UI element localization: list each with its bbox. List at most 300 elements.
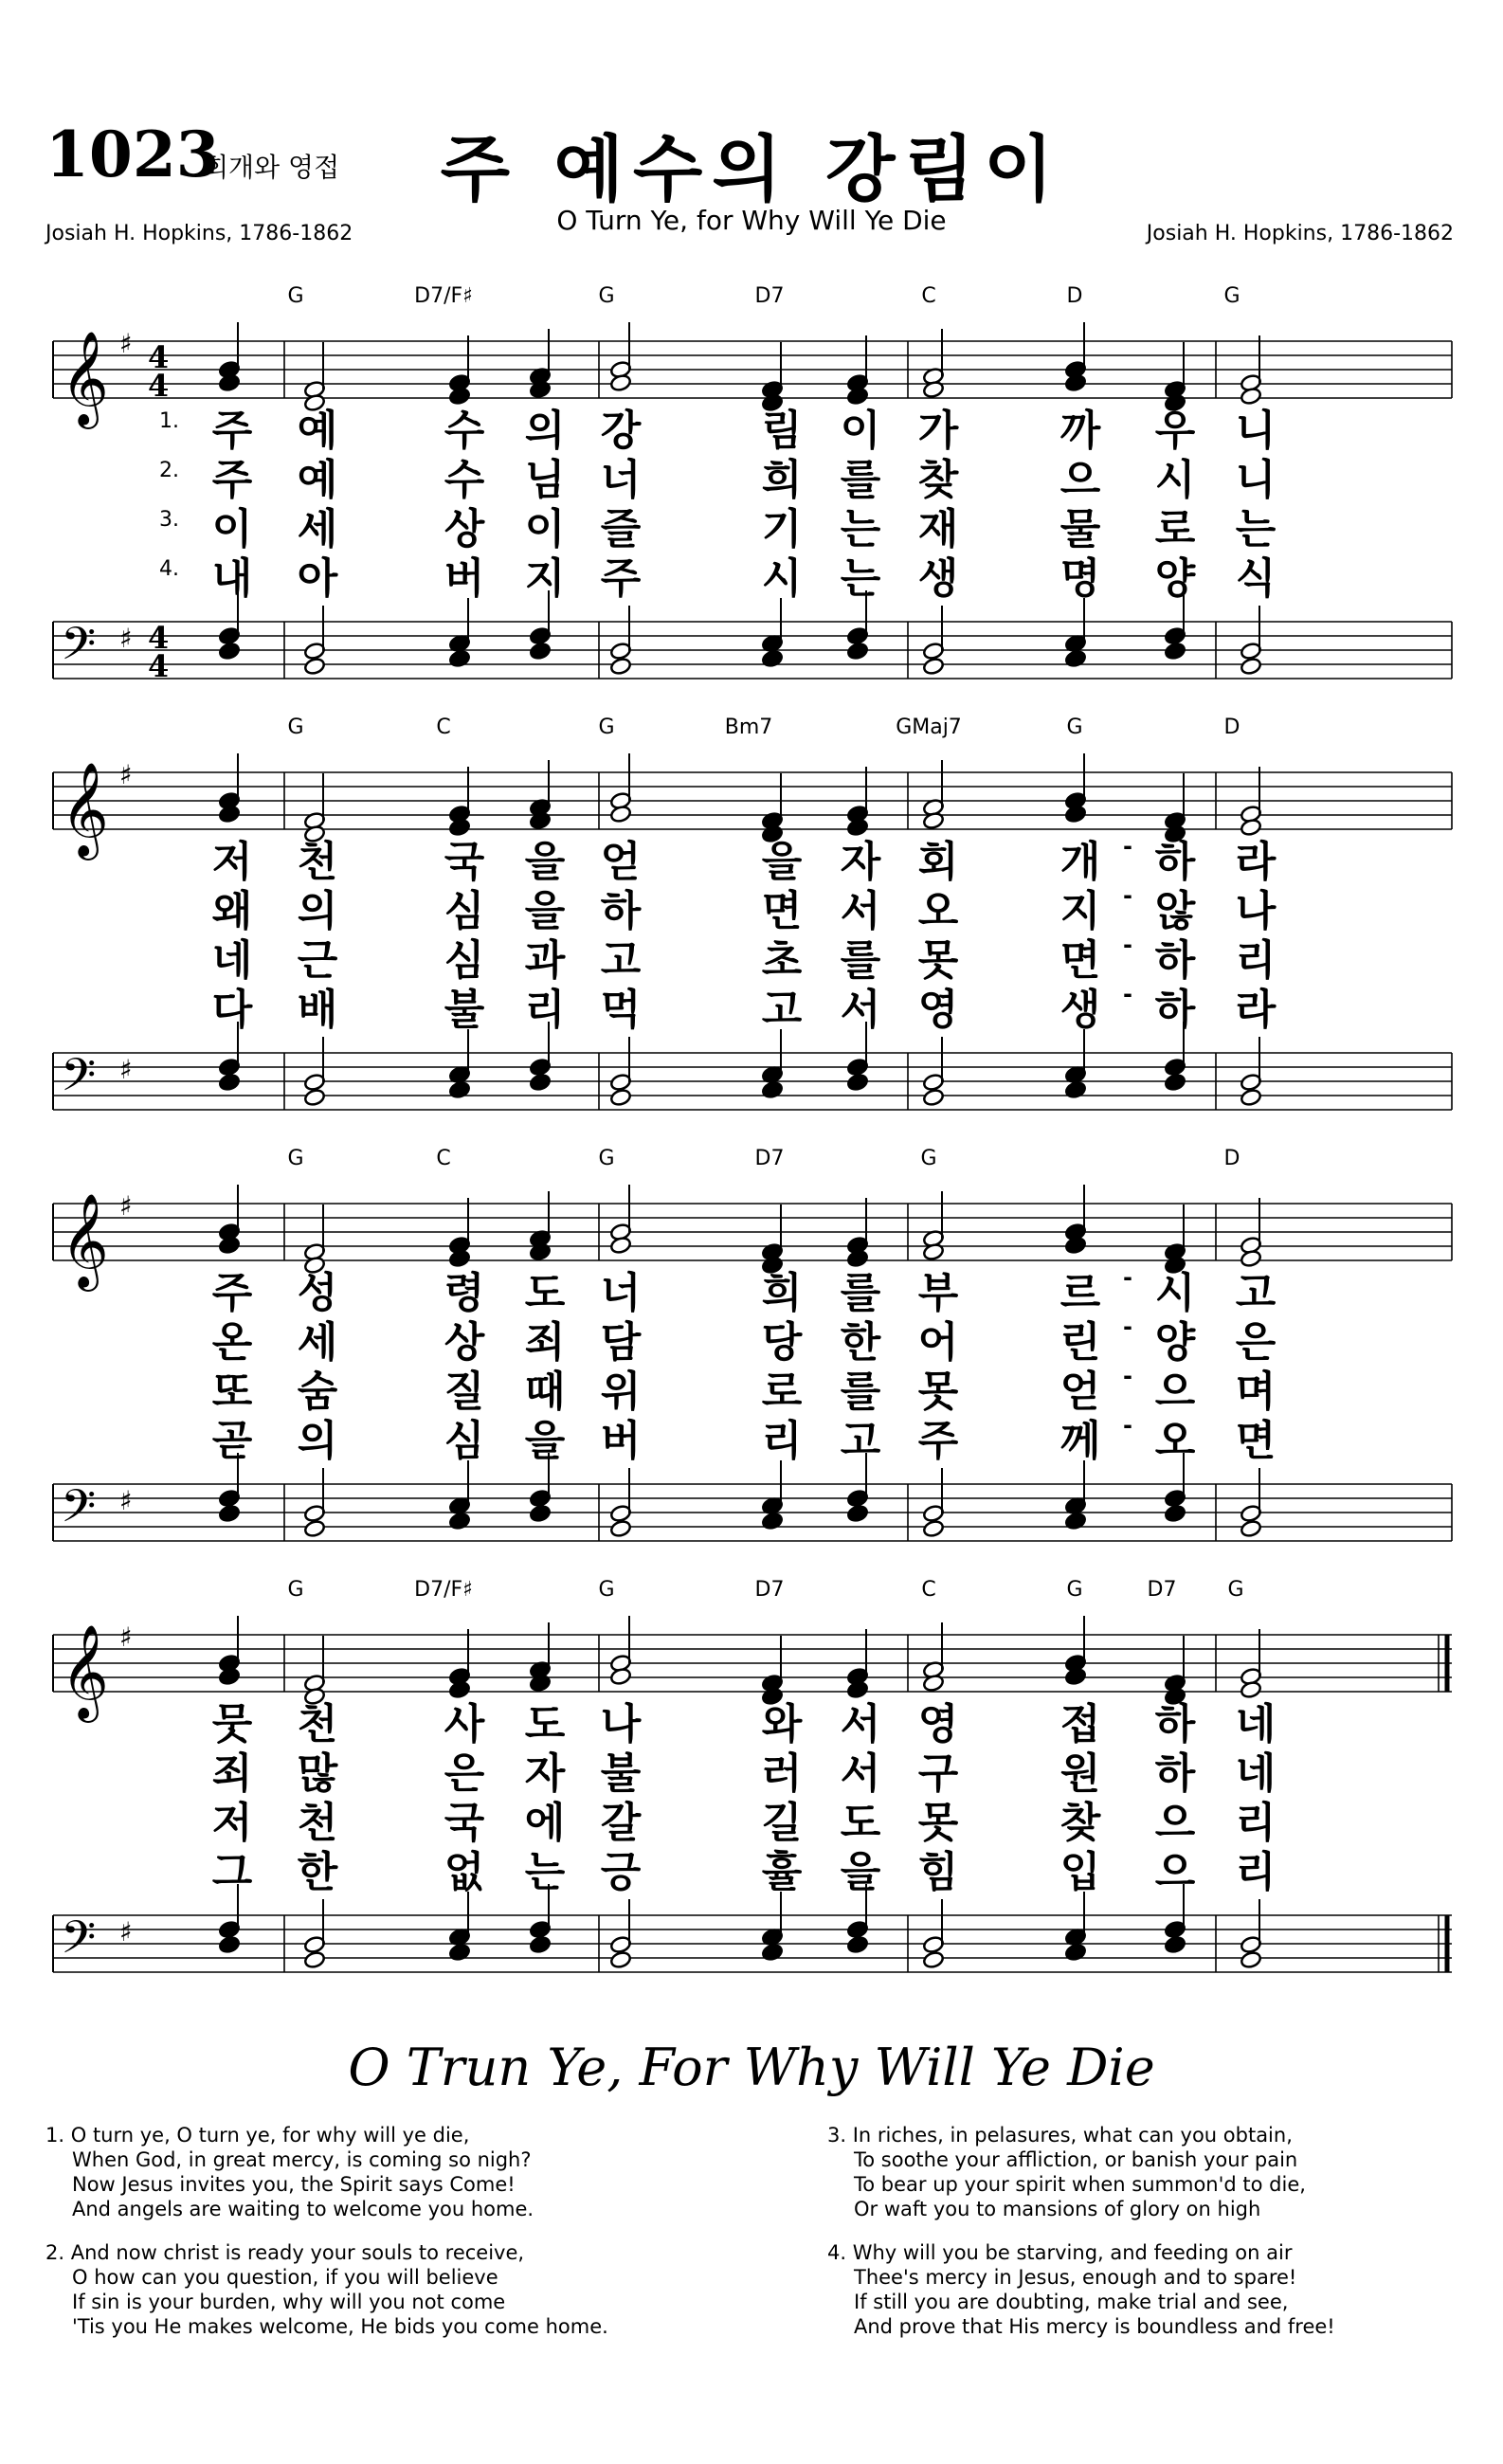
lyric-syllable: 자	[840, 838, 881, 886]
lyric-syllable: 재	[917, 505, 959, 553]
chord-symbol: G	[287, 716, 304, 739]
stanza-line: 'Tis you He makes welcome, He bids you come home.	[72, 2315, 608, 2338]
key-signature-sharp-icon: ♯	[119, 1485, 133, 1516]
chord-symbol: G	[598, 284, 615, 308]
lyric-syllable: 불	[600, 1749, 642, 1798]
lyric-syllable: 과	[524, 936, 566, 985]
note-head	[529, 1935, 552, 1954]
chord-symbol: G	[1066, 1578, 1083, 1602]
note-head	[761, 649, 784, 668]
chord-symbol: D7	[754, 1147, 785, 1170]
lyric-syllable: 령	[444, 1269, 485, 1317]
note-head	[922, 1950, 945, 1969]
note-head	[218, 805, 241, 824]
lyric-syllable: 내	[211, 554, 253, 603]
english-stanza-2	[45, 2240, 608, 2339]
lyric-syllable: 입	[1059, 1848, 1101, 1896]
stanza-number: 2.	[45, 2241, 65, 2264]
chord-symbol: C	[921, 284, 936, 308]
system-4	[0, 1578, 1503, 1976]
lyric-syllable: 심	[444, 1417, 485, 1465]
lyric-syllable: 네	[211, 936, 253, 985]
lyric-syllable: 서	[840, 1749, 881, 1798]
lyric-syllable: 나	[1235, 887, 1277, 935]
lyric-syllable: 도	[840, 1799, 881, 1847]
note-head	[922, 1088, 945, 1107]
note-head	[1064, 1667, 1087, 1686]
lyric-syllable: 리	[524, 986, 566, 1034]
lyric-syllable: 못	[917, 1368, 959, 1416]
lyric-syllable: 하	[1154, 1700, 1196, 1748]
lyric-syllable: 영	[917, 1700, 959, 1748]
note-head	[761, 1080, 784, 1099]
lyric-syllable: 하	[1154, 936, 1196, 985]
lyric-syllable: 네	[1235, 1700, 1277, 1748]
chord-symbol: G	[920, 1147, 937, 1170]
lyric-syllable: 의	[297, 887, 338, 935]
lyric-syllable: 는	[840, 505, 881, 553]
chord-symbol: D	[1223, 716, 1240, 739]
lyric-syllable: 자	[524, 1749, 566, 1798]
lyric-syllable: 초	[761, 936, 803, 985]
note-head	[218, 642, 241, 661]
note-head	[609, 1519, 632, 1538]
lyric-syllable: 을	[840, 1848, 881, 1896]
lyric-syllable: 는	[840, 554, 881, 603]
lyric-syllable: 나	[600, 1700, 642, 1748]
lyric-syllable: 천	[297, 838, 338, 886]
lyric-syllable: 때	[524, 1368, 566, 1416]
lyric-syllable: 린	[1059, 1318, 1101, 1367]
lyric-syllable: 시	[1154, 1269, 1196, 1317]
lyric-syllable: 면	[1235, 1417, 1277, 1465]
lyric-syllable: 고	[840, 1417, 881, 1465]
title-english: O Turn Ye, for Why Will Ye Die	[556, 205, 947, 236]
note-head	[1064, 1943, 1087, 1962]
note-head	[218, 373, 241, 392]
chord-symbol: C	[436, 716, 451, 739]
lyric-syllable: 힘	[917, 1848, 959, 1896]
lyric-syllable: 고	[600, 936, 642, 985]
lyric-syllable: 식	[1235, 554, 1277, 603]
note-head	[609, 373, 632, 392]
chord-symbol: D7	[1147, 1578, 1177, 1602]
lyric-syllable: 긍	[600, 1848, 642, 1896]
note-head	[1164, 642, 1186, 661]
lyric-syllable: 라	[1235, 986, 1277, 1034]
lyric-syllable: 고	[1235, 1269, 1277, 1317]
note-head	[1240, 1088, 1262, 1107]
lyric-syllable: 않	[1154, 887, 1196, 935]
note-head	[761, 1512, 784, 1531]
lyric-syllable: 주	[600, 554, 642, 603]
lyric-syllable: 버	[600, 1417, 642, 1465]
note-head	[761, 1943, 784, 1962]
note-head	[218, 1667, 241, 1686]
bass-clef-icon: 𝄢	[61, 1479, 97, 1544]
lyric-syllable: 얻	[600, 838, 642, 886]
lyric-syllable: 영	[917, 986, 959, 1034]
lyric-syllable: 서	[840, 1700, 881, 1748]
lyric-syllable: 희	[761, 456, 803, 504]
lyric-syllable: 어	[917, 1318, 959, 1367]
lyric-syllable: 국	[444, 1799, 485, 1847]
system-3	[0, 1147, 1503, 1545]
note-head	[529, 642, 552, 661]
lyric-syllable: 의	[524, 407, 566, 455]
note-head	[303, 1088, 326, 1107]
note-head	[1064, 373, 1087, 392]
bass-clef-icon: 𝄢	[61, 617, 97, 681]
chord-symbol: D7/F♯	[414, 284, 473, 308]
lyric-syllable: 심	[444, 936, 485, 985]
treble-clef-icon: 𝄞	[61, 1193, 109, 1288]
english-title: O Trun Ye, For Why Will Ye Die	[348, 2038, 1155, 2097]
lyric-syllable: 지	[1059, 887, 1101, 935]
lyric-syllable: 께	[1059, 1417, 1101, 1465]
lyric-syllable: 하	[600, 887, 642, 935]
stanza-line: If sin is your burden, why will you not come	[72, 2291, 506, 2313]
lyric-syllable: 면	[1059, 936, 1101, 985]
stanza-line: To bear up your spirit when summon'd to die,	[854, 2173, 1306, 2196]
note-head	[218, 1236, 241, 1255]
english-stanza-3	[827, 2123, 1306, 2221]
note-head	[1064, 805, 1087, 824]
note-head	[448, 1512, 471, 1531]
chord-symbol: G	[1066, 716, 1083, 739]
note-head	[529, 1073, 552, 1092]
lyric-syllable: 성	[297, 1269, 338, 1317]
lyric-syllable: 다	[211, 986, 253, 1034]
lyric-syllable: 즐	[600, 505, 642, 553]
key-signature-sharp-icon: ♯	[119, 1190, 133, 1222]
note-head	[846, 642, 869, 661]
lyric-syllable: 네	[1235, 1749, 1277, 1798]
lyric-syllable: 아	[297, 554, 338, 603]
note-head	[1164, 1073, 1186, 1092]
system-1	[0, 284, 1503, 682]
lyric-syllable: 위	[600, 1368, 642, 1416]
note-head	[609, 1236, 632, 1255]
lyric-syllable: 이	[524, 505, 566, 553]
chord-symbol: G	[598, 1147, 615, 1170]
note-head	[303, 1950, 326, 1969]
lyric-syllable: -	[1123, 833, 1132, 860]
lyric-syllable: 수	[444, 456, 485, 504]
lyric-syllable: 당	[761, 1318, 803, 1367]
lyric-syllable: 을	[524, 1417, 566, 1465]
lyric-syllable: 저	[211, 1799, 253, 1847]
lyric-syllable: 오	[917, 887, 959, 935]
note-head	[609, 657, 632, 676]
stanza-line: Thee's mercy in Jesus, enough and to spare!	[854, 2266, 1297, 2289]
chord-symbol: D	[1223, 1147, 1240, 1170]
lyric-syllable: 으	[1059, 456, 1101, 504]
lyric-syllable: 생	[917, 554, 959, 603]
chord-symbol: GMaj7	[896, 716, 962, 739]
lyric-syllable: 한	[840, 1318, 881, 1367]
note-head	[448, 1080, 471, 1099]
lyric-syllable: 국	[444, 838, 485, 886]
note-head	[529, 1504, 552, 1523]
lyric-syllable: 그	[211, 1848, 253, 1896]
chord-symbol: G	[1227, 1578, 1244, 1602]
lyric-syllable: 을	[524, 838, 566, 886]
lyric-syllable: 길	[761, 1799, 803, 1847]
lyric-syllable: 주	[211, 1269, 253, 1317]
stanza-line: O how can you question, if you will believe	[72, 2266, 498, 2289]
chord-symbol: Bm7	[724, 716, 773, 739]
title-korean: 주 예수의 강림이	[440, 127, 1063, 211]
lyric-syllable: 천	[297, 1799, 338, 1847]
lyric-syllable: 양	[1154, 1318, 1196, 1367]
lyric-syllable: 은	[444, 1749, 485, 1798]
chord-symbol: C	[436, 1147, 451, 1170]
lyric-syllable: 양	[1154, 554, 1196, 603]
stanza-line: Why will you be starving, and feeding on air	[852, 2241, 1293, 2264]
lyric-syllable: 죄	[211, 1749, 253, 1798]
lyric-syllable: 지	[524, 554, 566, 603]
stanza-line: And now christ is ready your souls to receive,	[70, 2241, 525, 2264]
stanza-line: When God, in great mercy, is coming so nigh?	[72, 2148, 532, 2171]
lyric-syllable: 서	[840, 887, 881, 935]
treble-clef-icon: 𝄞	[61, 1624, 109, 1719]
lyric-syllable: 도	[524, 1269, 566, 1317]
lyric-syllable: -	[1123, 981, 1132, 1007]
lyric-syllable: 에	[524, 1799, 566, 1847]
lyric-syllable: 리	[1235, 1848, 1277, 1896]
system-2	[0, 716, 1503, 1114]
lyric-syllable: 주	[211, 407, 253, 455]
lyric-syllable: 배	[297, 986, 338, 1034]
note-head	[609, 1088, 632, 1107]
verse-number: 2.	[159, 459, 179, 482]
lyric-syllable: 로	[761, 1368, 803, 1416]
lyric-syllable: 원	[1059, 1749, 1101, 1798]
chord-symbol: D7	[754, 284, 785, 308]
note-head	[448, 1943, 471, 1962]
lyric-syllable: 라	[1235, 838, 1277, 886]
lyric-syllable: 곧	[211, 1417, 253, 1465]
stanza-number: 4.	[827, 2241, 847, 2264]
note-head	[448, 649, 471, 668]
note-head	[1240, 1950, 1262, 1969]
note-head	[1064, 649, 1087, 668]
lyric-syllable: 를	[840, 1368, 881, 1416]
lyric-syllable: 하	[1154, 986, 1196, 1034]
stanza-line: To soothe your affliction, or banish your pain	[854, 2148, 1298, 2171]
lyric-syllable: 하	[1154, 1749, 1196, 1798]
hymn-category: 회개와 영접	[203, 152, 340, 183]
lyric-syllable: 니	[1235, 407, 1277, 455]
lyric-syllable: 님	[524, 456, 566, 504]
lyric-syllable: 찾	[917, 456, 959, 504]
chord-symbol: D	[1066, 284, 1083, 308]
lyric-syllable: 부	[917, 1269, 959, 1317]
lyric-syllable: 많	[297, 1749, 338, 1798]
lyric-syllable: 회	[917, 838, 959, 886]
stanza-line: O turn ye, O turn ye, for why will ye die,	[70, 2124, 470, 2147]
lyric-syllable: 질	[444, 1368, 485, 1416]
time-signature-top: 4	[148, 620, 170, 656]
lyric-syllable: 기	[761, 505, 803, 553]
stanza-line: Now Jesus invites you, the Spirit says Come!	[72, 2173, 516, 2196]
hymn-number: 1023	[45, 118, 220, 191]
verse-number: 4.	[159, 557, 179, 581]
lyric-syllable: 얻	[1059, 1368, 1101, 1416]
note-head	[922, 1519, 945, 1538]
key-signature-sharp-icon: ♯	[119, 1622, 133, 1653]
english-stanza-4	[827, 2240, 1335, 2339]
lyric-syllable: 으	[1154, 1368, 1196, 1416]
lyric-syllable: 와	[761, 1700, 803, 1748]
lyric-syllable: 며	[1235, 1368, 1277, 1416]
lyric-syllable: 시	[1154, 456, 1196, 504]
lyric-syllable: 온	[211, 1318, 253, 1367]
note-head	[1064, 1236, 1087, 1255]
note-head	[218, 1073, 241, 1092]
time-signature-bottom: 4	[148, 648, 170, 682]
lyric-syllable: 러	[761, 1749, 803, 1798]
chord-symbol: C	[921, 1578, 936, 1602]
note-head	[609, 1950, 632, 1969]
lyric-syllable: 는	[524, 1848, 566, 1896]
lyric-syllable: 물	[1059, 505, 1101, 553]
lyric-syllable: 숨	[297, 1368, 338, 1416]
lyric-syllable: 주	[917, 1417, 959, 1465]
stanza-line: In riches, in pelasures, what can you obtain,	[852, 2124, 1293, 2147]
lyric-syllable: 불	[444, 986, 485, 1034]
chord-symbol: G	[287, 1147, 304, 1170]
chord-symbol: G	[598, 1578, 615, 1602]
lyric-syllable: 리	[1235, 1799, 1277, 1847]
lyric-syllable: 왜	[211, 887, 253, 935]
lyric-syllable: 예	[297, 407, 338, 455]
english-stanza-1	[45, 2123, 534, 2221]
lyric-syllable: 리	[1235, 936, 1277, 985]
lyric-syllable: 세	[297, 1318, 338, 1367]
lyric-syllable: 갈	[600, 1799, 642, 1847]
chord-symbol: D7/F♯	[414, 1578, 473, 1602]
lyric-syllable: 먹	[600, 986, 642, 1034]
note-head	[1164, 1935, 1186, 1954]
note-head	[1240, 657, 1262, 676]
chord-symbol: G	[287, 1578, 304, 1602]
lyric-syllable: 상	[444, 1318, 485, 1367]
lyric-syllable: 못	[917, 936, 959, 985]
lyric-syllable: 로	[1154, 505, 1196, 553]
lyric-syllable: 뭇	[211, 1700, 253, 1748]
lyric-syllable: 너	[600, 456, 642, 504]
lyric-syllable: -	[1123, 882, 1132, 909]
lyric-syllable: 의	[297, 1417, 338, 1465]
time-signature-top: 4	[148, 339, 170, 375]
lyric-syllable: 은	[1235, 1318, 1277, 1367]
time-signature-bottom: 4	[148, 368, 170, 404]
note-head	[1164, 1504, 1186, 1523]
lyric-syllable: 이	[840, 407, 881, 455]
lyric-syllable: 담	[600, 1318, 642, 1367]
stanza-number: 1.	[45, 2124, 65, 2147]
lyric-syllable: -	[1123, 932, 1132, 958]
lyric-syllable: 도	[524, 1700, 566, 1748]
lyric-syllable: 를	[840, 1269, 881, 1317]
lyric-syllable: 심	[444, 887, 485, 935]
lyric-syllable: 주	[211, 456, 253, 504]
lyric-syllable: 너	[600, 1269, 642, 1317]
lyric-syllable: 또	[211, 1368, 253, 1416]
chord-symbol: G	[287, 284, 304, 308]
lyric-syllable: 개	[1059, 838, 1101, 886]
lyric-syllable: 천	[297, 1700, 338, 1748]
lyric-syllable: 한	[297, 1848, 338, 1896]
stanza-line: And angels are waiting to welcome you home.	[72, 2198, 534, 2220]
treble-clef-icon: 𝄞	[61, 762, 109, 857]
lyric-syllable: -	[1123, 1412, 1132, 1439]
verse-number: 3.	[159, 508, 179, 532]
lyric-syllable: 사	[444, 1700, 485, 1748]
note-head	[846, 1073, 869, 1092]
lyric-syllable: 구	[917, 1749, 959, 1798]
lyric-syllable: 을	[524, 887, 566, 935]
lyric-syllable: 휼	[761, 1848, 803, 1896]
note-head	[609, 1667, 632, 1686]
note-head	[609, 805, 632, 824]
lyric-syllable: -	[1123, 1264, 1132, 1291]
lyric-syllable: 하	[1154, 838, 1196, 886]
verse-number: 1.	[159, 409, 179, 433]
lyric-syllable: 를	[840, 456, 881, 504]
chord-symbol: G	[598, 716, 615, 739]
lyric-syllable: 근	[297, 936, 338, 985]
lyric-syllable: 강	[600, 407, 642, 455]
key-signature-sharp-icon: ♯	[119, 1916, 133, 1948]
stanza-number: 3.	[827, 2124, 847, 2147]
key-signature-sharp-icon: ♯	[119, 759, 133, 790]
lyric-syllable: 서	[840, 986, 881, 1034]
treble-clef-icon: 𝄞	[61, 331, 109, 426]
lyric-syllable: 죄	[524, 1318, 566, 1367]
stanza-line: And prove that His mercy is boundless and free!	[854, 2315, 1335, 2338]
lyric-syllable: 를	[840, 936, 881, 985]
note-head	[1064, 1080, 1087, 1099]
note-head	[846, 1504, 869, 1523]
note-head	[303, 1519, 326, 1538]
chord-symbol: D7	[754, 1578, 785, 1602]
lyric-syllable: 없	[444, 1848, 485, 1896]
lyric-syllable: 는	[1235, 505, 1277, 553]
lyric-syllable: 저	[211, 838, 253, 886]
note-head	[922, 657, 945, 676]
bass-clef-icon: 𝄢	[61, 1048, 97, 1113]
note-head	[1064, 1512, 1087, 1531]
lyric-syllable: 생	[1059, 986, 1101, 1034]
lyric-syllable: 리	[761, 1417, 803, 1465]
stanza-line: If still you are doubting, make trial and see,	[854, 2291, 1289, 2313]
lyric-syllable: 세	[297, 505, 338, 553]
lyric-syllable: 으	[1154, 1799, 1196, 1847]
lyric-syllable: -	[1123, 1314, 1132, 1340]
composer-left: Josiah H. Hopkins, 1786-1862	[45, 222, 353, 245]
lyric-syllable: 이	[211, 505, 253, 553]
lyric-syllable: 못	[917, 1799, 959, 1847]
lyric-syllable: 으	[1154, 1848, 1196, 1896]
lyric-syllable: 고	[761, 986, 803, 1034]
note-head	[218, 1504, 241, 1523]
note-head	[846, 1935, 869, 1954]
key-signature-sharp-icon: ♯	[119, 328, 133, 359]
lyric-syllable: 찾	[1059, 1799, 1101, 1847]
